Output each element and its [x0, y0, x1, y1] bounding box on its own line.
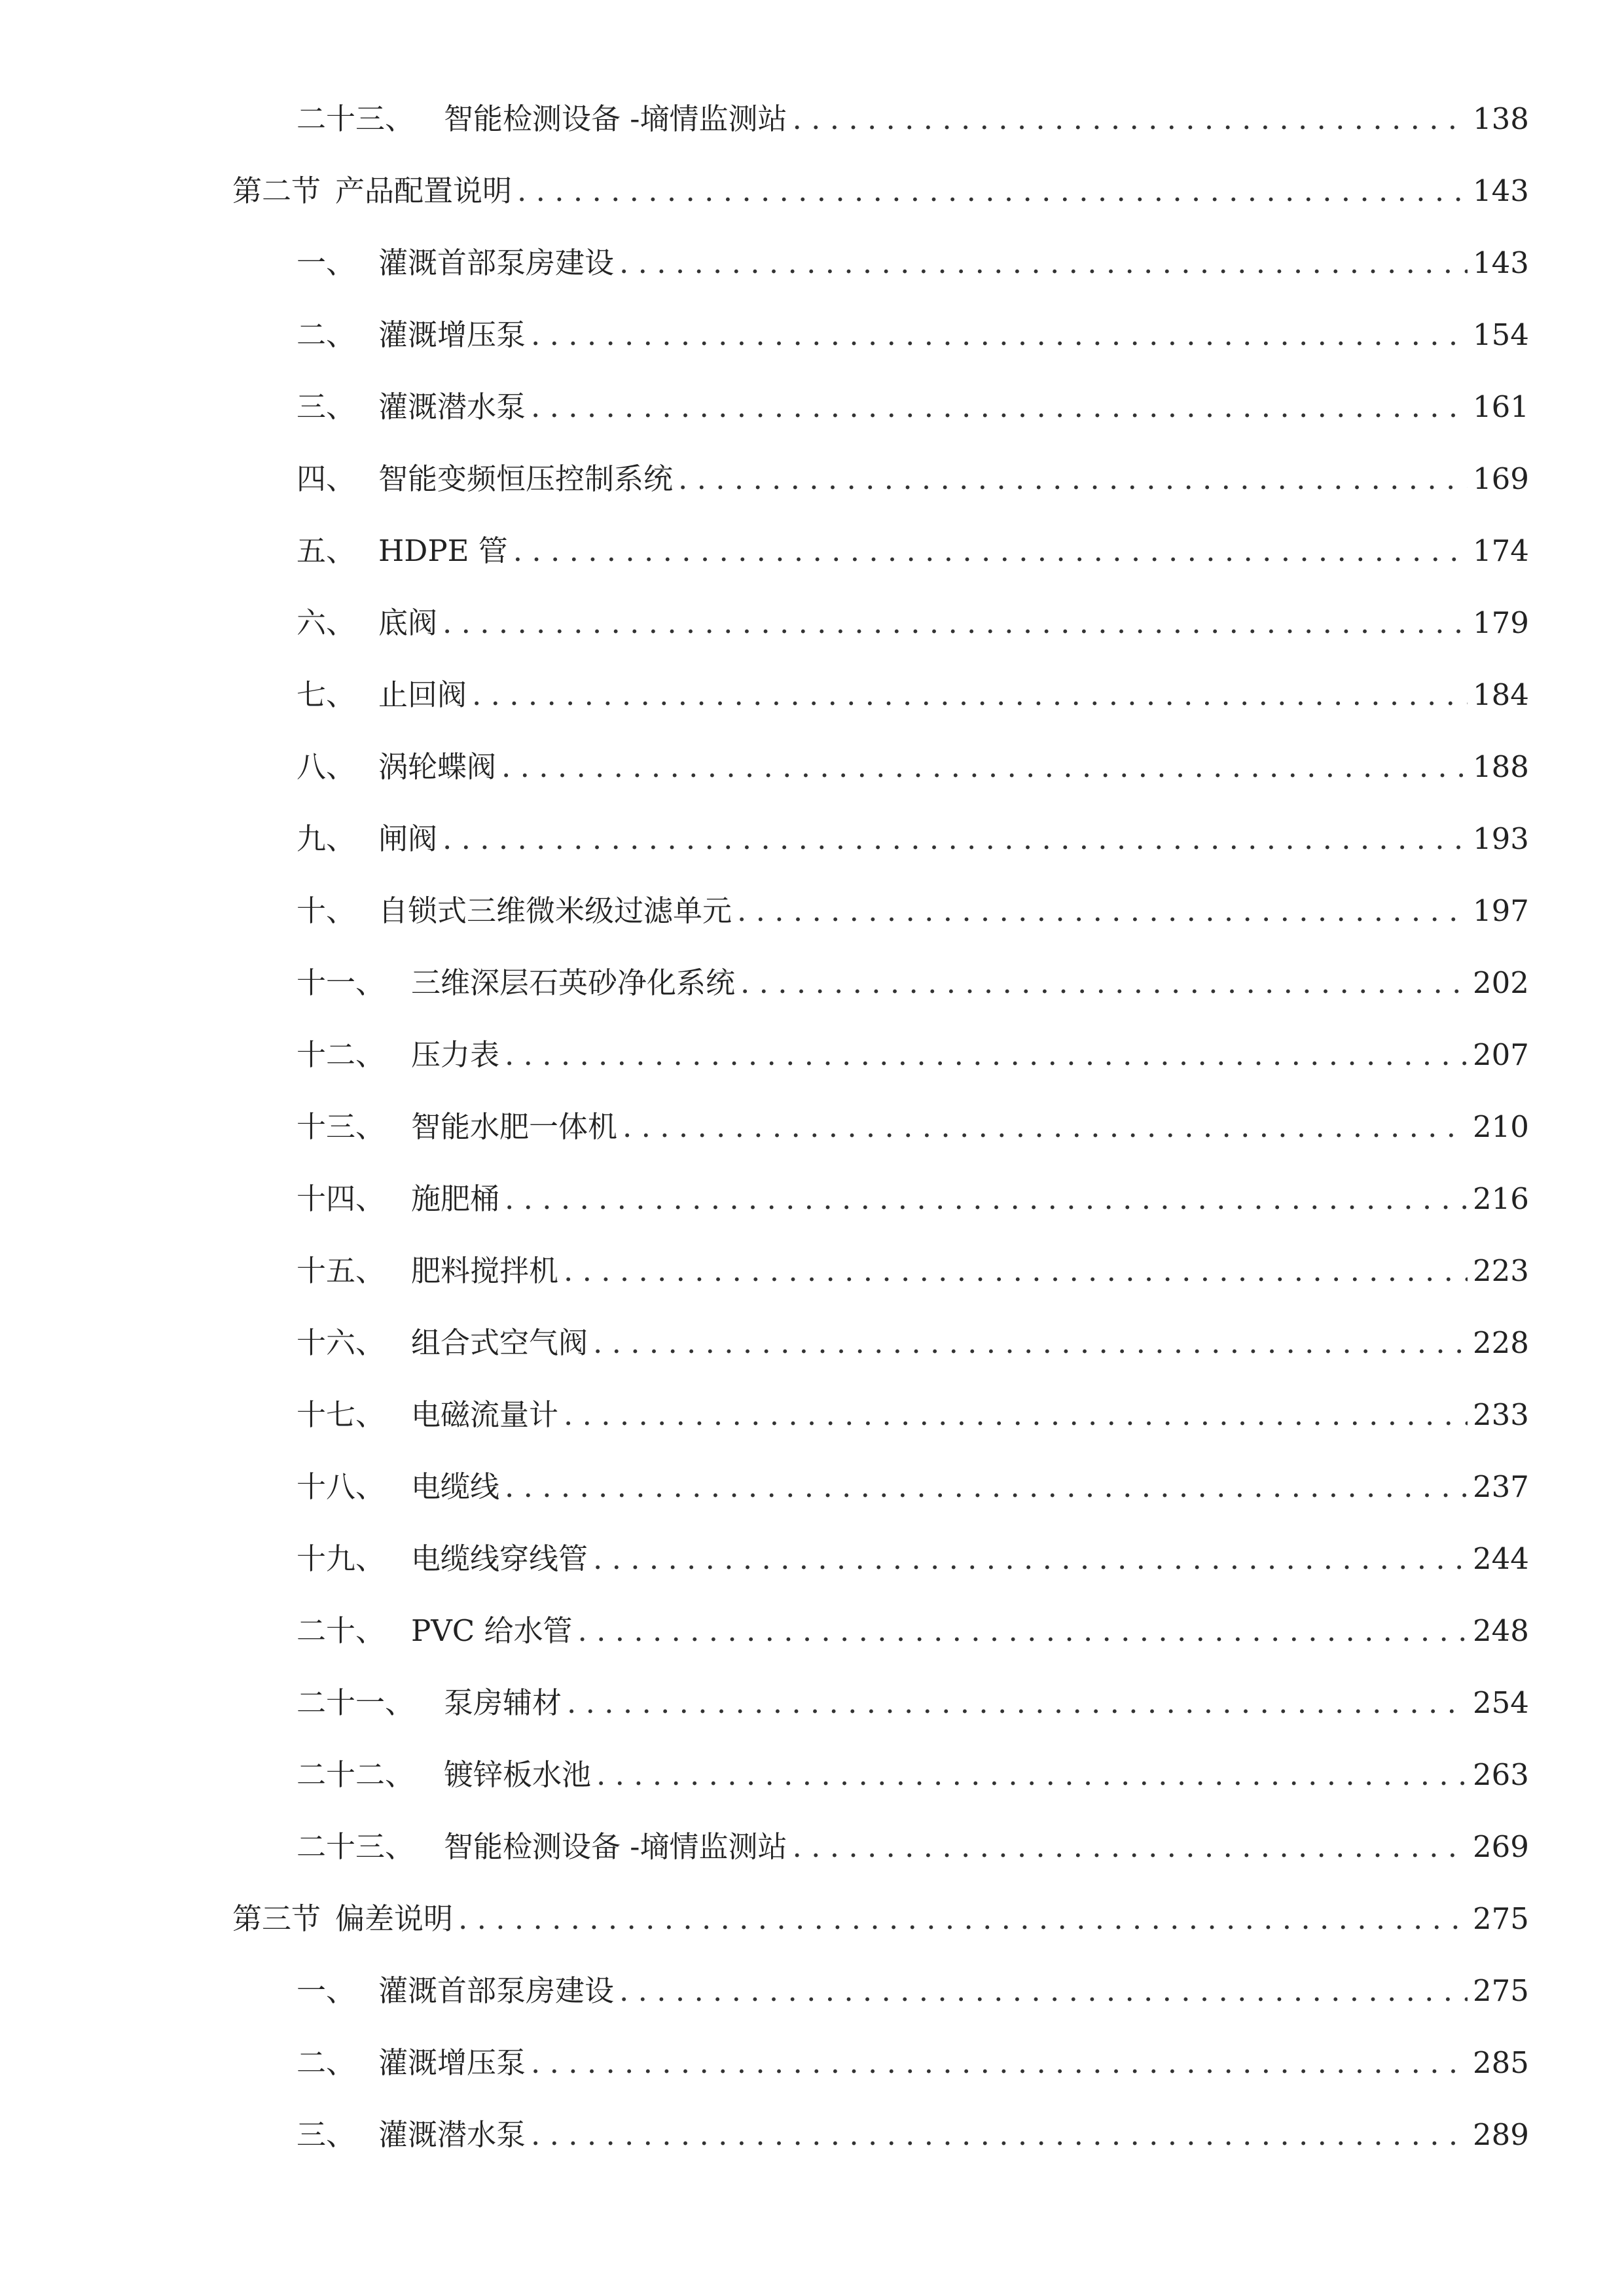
toc-entry-title: 泵房辅材	[444, 1685, 562, 1720]
dot-leader	[531, 2109, 1468, 2161]
toc-entry-page: 233	[1473, 1397, 1529, 1432]
dot-leader	[567, 1677, 1468, 1729]
toc-entry-page: 248	[1473, 1613, 1529, 1648]
toc-entry-page: 174	[1473, 533, 1529, 568]
toc-entry-number: 二、	[297, 317, 356, 352]
toc-entry-title: 自锁式三维微米级过滤单元	[378, 893, 732, 928]
toc-entry-number: 十二、	[297, 1037, 386, 1072]
toc-entry-page: 285	[1473, 2045, 1529, 2080]
dot-leader	[505, 1173, 1468, 1225]
dot-leader	[623, 1101, 1468, 1153]
toc-entry-number: 八、	[297, 749, 356, 784]
toc-section-title: 产品配置说明	[335, 173, 513, 208]
toc-entry-page: 193	[1473, 821, 1529, 856]
toc-section-number: 第三节	[232, 1901, 321, 1936]
toc-entry-page: 275	[1473, 1901, 1529, 1936]
toc-entry-13-fertigation-machine[interactable]	[297, 1101, 1529, 1153]
toc-entry-12-pressure-gauge[interactable]	[297, 1029, 1529, 1081]
toc-entry-number: 二十二、	[297, 1757, 415, 1792]
toc-entry-3-submersible-pump-deviation[interactable]	[297, 2109, 1529, 2161]
dot-leader	[564, 1245, 1468, 1297]
toc-entry-page: 161	[1473, 389, 1529, 424]
toc-entry-title: 智能水肥一体机	[411, 1109, 618, 1144]
toc-entry-title: 灌溉增压泵	[378, 2045, 526, 2080]
toc-entry-page: 210	[1473, 1109, 1529, 1144]
toc-entry-15-fertilizer-mixer[interactable]	[297, 1245, 1529, 1297]
toc-entry-page: 216	[1473, 1181, 1529, 1216]
dot-leader	[501, 741, 1468, 793]
toc-entry-9-gate-valve[interactable]	[297, 813, 1529, 865]
toc-entry-number: 一、	[297, 245, 356, 280]
toc-entry-3-submersible-pump[interactable]	[297, 381, 1529, 433]
toc-entry-number: 一、	[297, 1973, 356, 2008]
toc-entry-number: 十六、	[297, 1325, 386, 1360]
toc-entry-page: 289	[1473, 2117, 1529, 2152]
toc-entry-1-pump-house[interactable]	[297, 237, 1529, 289]
toc-entry-title: 电缆线穿线管	[411, 1541, 588, 1576]
toc-entry-19-cable-conduit[interactable]	[297, 1533, 1529, 1585]
toc-entry-page: 197	[1473, 893, 1529, 928]
toc-entry-number: 三、	[297, 389, 356, 424]
dot-leader	[593, 1533, 1468, 1585]
toc-entry-number: 五、	[297, 533, 356, 568]
toc-entry-1-pump-house-deviation[interactable]	[297, 1965, 1529, 2017]
toc-entry-number: 三、	[297, 2117, 356, 2152]
toc-entry-page: 143	[1473, 245, 1529, 280]
toc-entry-title: 镀锌板水池	[444, 1757, 592, 1792]
toc-entry-title: 灌溉首部泵房建设	[378, 245, 615, 280]
toc-entry-title: 止回阀	[378, 677, 467, 712]
toc-entry-number: 二十三、	[297, 1829, 415, 1864]
dot-leader	[793, 1821, 1468, 1873]
toc-entry-number: 九、	[297, 821, 356, 856]
toc-entry-number: 十八、	[297, 1469, 386, 1504]
toc-entry-18-cable[interactable]	[297, 1461, 1529, 1513]
toc-section-3-deviation[interactable]	[232, 1893, 1529, 1945]
toc-entry-number: 二、	[297, 2045, 356, 2080]
dot-leader	[472, 669, 1468, 721]
toc-entry-2-booster-pump[interactable]	[297, 309, 1529, 361]
toc-entry-title: 涡轮蝶阀	[378, 749, 497, 784]
toc-entry-number: 十七、	[297, 1397, 386, 1432]
toc-entry-title: 灌溉潜水泵	[378, 2117, 526, 2152]
toc-entry-number: 二十、	[297, 1613, 386, 1648]
dot-leader	[793, 93, 1468, 145]
toc-entry-title: 组合式空气阀	[411, 1325, 588, 1360]
dot-leader	[505, 1029, 1468, 1081]
toc-entry-number: 十九、	[297, 1541, 386, 1576]
toc-entry-title: 底阀	[378, 605, 438, 640]
toc-entry-number: 十一、	[297, 965, 386, 1000]
toc-entry-title: 灌溉首部泵房建设	[378, 1973, 615, 2008]
toc-entry-title: 三维深层石英砂净化系统	[411, 965, 736, 1000]
toc-entry-page: 228	[1473, 1325, 1529, 1360]
toc-entry-title: 智能检测设备 -墒情监测站	[444, 1829, 787, 1864]
toc-entry-page: 188	[1473, 749, 1529, 784]
toc-entry-5-hdpe-pipe[interactable]	[297, 525, 1529, 577]
toc-entry-page: 254	[1473, 1685, 1529, 1720]
toc-entry-8-butterfly-valve[interactable]	[297, 741, 1529, 793]
toc-section-number: 第二节	[232, 173, 321, 208]
toc-entry-page: 275	[1473, 1973, 1529, 2008]
toc-entry-20-pvc-pipe[interactable]	[297, 1605, 1529, 1657]
toc-entry-page: 263	[1473, 1757, 1529, 1792]
toc-entry-number: 六、	[297, 605, 356, 640]
dot-leader	[442, 597, 1468, 649]
toc-entry-title: 肥料搅拌机	[411, 1253, 559, 1288]
toc-entry-4-vfd-control[interactable]	[297, 453, 1529, 505]
dot-leader	[619, 237, 1468, 289]
toc-entry-title: 智能检测设备 -墒情监测站	[444, 101, 787, 136]
toc-entry-10-filter-unit[interactable]	[297, 885, 1529, 937]
toc-entry-title: 灌溉潜水泵	[378, 389, 526, 424]
toc-section-2-product-config[interactable]	[232, 165, 1529, 217]
toc-entry-number: 十五、	[297, 1253, 386, 1288]
toc-entry-title: 智能变频恒压控制系统	[378, 461, 674, 496]
toc-entry-title: HDPE 管	[378, 533, 508, 568]
toc-entry-22-galvanized-tank[interactable]	[297, 1749, 1529, 1801]
toc-entry-page: 154	[1473, 317, 1529, 352]
toc-entry-title: 电缆线	[411, 1469, 500, 1504]
toc-entry-page: 207	[1473, 1037, 1529, 1072]
toc-entry-21-pump-house-materials[interactable]	[297, 1677, 1529, 1729]
toc-entry-14-fertilizer-tank[interactable]	[297, 1173, 1529, 1225]
dot-leader	[678, 453, 1468, 505]
toc-entry-page: 237	[1473, 1469, 1529, 1504]
toc-entry-number: 七、	[297, 677, 356, 712]
toc-entry-page: 138	[1473, 101, 1529, 136]
dot-leader	[619, 1965, 1468, 2017]
dot-leader	[505, 1461, 1468, 1513]
toc-entry-6-foot-valve[interactable]	[297, 597, 1529, 649]
dot-leader	[578, 1605, 1468, 1657]
toc-entry-title: 电磁流量计	[411, 1397, 559, 1432]
dot-leader	[737, 885, 1468, 937]
toc-entry-number: 二十三、	[297, 101, 415, 136]
toc-entry-number: 四、	[297, 461, 356, 496]
toc-entry-2-booster-pump-deviation[interactable]	[297, 2037, 1529, 2089]
dot-leader	[513, 525, 1468, 577]
toc-entry-23-soil-moisture-station-a[interactable]	[297, 93, 1529, 145]
toc-entry-page: 244	[1473, 1541, 1529, 1576]
dot-leader	[517, 165, 1468, 217]
toc-section-title: 偏差说明	[335, 1901, 454, 1936]
dot-leader	[442, 813, 1468, 865]
toc-entry-page: 169	[1473, 461, 1529, 496]
toc-entry-page: 179	[1473, 605, 1529, 640]
toc-entry-number: 十四、	[297, 1181, 386, 1216]
toc-entry-page: 202	[1473, 965, 1529, 1000]
toc-entry-11-sand-filter[interactable]	[297, 957, 1529, 1009]
dot-leader	[531, 309, 1468, 361]
dot-leader	[593, 1317, 1468, 1369]
toc-entry-17-flow-meter[interactable]	[297, 1389, 1529, 1441]
toc-entry-title: 压力表	[411, 1037, 500, 1072]
dot-leader	[596, 1749, 1468, 1801]
toc-entry-page: 184	[1473, 677, 1529, 712]
toc-entry-title: 灌溉增压泵	[378, 317, 526, 352]
toc-entry-title: PVC 给水管	[411, 1613, 573, 1648]
toc-entry-number: 十、	[297, 893, 356, 928]
toc-entry-page: 223	[1473, 1253, 1529, 1288]
toc-entry-title: 闸阀	[378, 821, 438, 856]
toc-entry-number: 十三、	[297, 1109, 386, 1144]
toc-entry-page: 143	[1473, 173, 1529, 208]
toc-entry-page: 269	[1473, 1829, 1529, 1864]
toc-entry-7-check-valve[interactable]	[297, 669, 1529, 721]
dot-leader	[564, 1389, 1468, 1441]
dot-leader	[531, 381, 1468, 433]
toc-entry-title: 施肥桶	[411, 1181, 500, 1216]
toc-entry-16-air-valve[interactable]	[297, 1317, 1529, 1369]
toc-entry-number: 二十一、	[297, 1685, 415, 1720]
toc-entry-23-soil-moisture-station-b[interactable]	[297, 1821, 1529, 1873]
dot-leader	[531, 2037, 1468, 2089]
dot-leader	[740, 957, 1468, 1009]
dot-leader	[458, 1893, 1468, 1945]
